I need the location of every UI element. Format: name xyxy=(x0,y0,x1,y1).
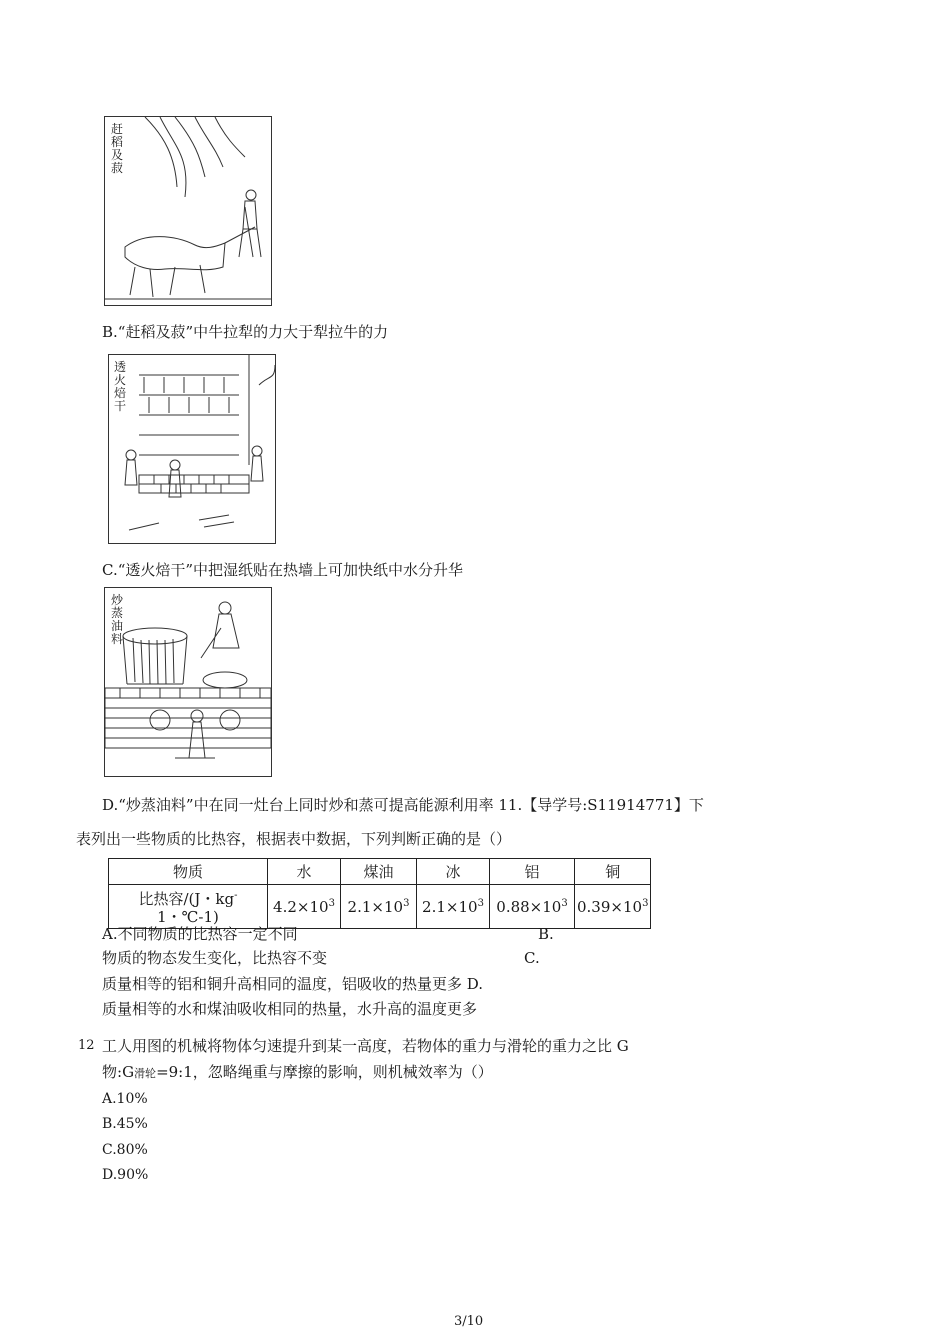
table-header-cell: 水 xyxy=(268,859,341,885)
illustration-ox-plowing xyxy=(104,116,272,306)
q11-option-d-text: 质量相等的水和煤油吸收相同的热量，水升高的温度更多 xyxy=(102,1000,478,1018)
table-value-cell: $4.2\times 10^3$ xyxy=(268,885,341,929)
q12-option-a: A.10% xyxy=(102,1091,148,1107)
illustration-paper-drying xyxy=(108,354,276,544)
illustration-stir-frying xyxy=(104,587,272,777)
specific-heat-table xyxy=(108,858,651,929)
table-header-cell: 铝 xyxy=(490,859,575,885)
stir-frying-drawing xyxy=(105,588,271,776)
q10-option-b: B.“赶稻及菽”中牛拉犁的力大于犁拉牛的力 xyxy=(102,323,389,341)
paper-drying-caption: 透火焙干 xyxy=(114,360,127,413)
table-value-cell: $0.88\times 10^3$ xyxy=(490,885,575,929)
ox-plowing-drawing xyxy=(105,117,271,305)
table-value-cell: $2.1\times 10^3$ xyxy=(341,885,417,929)
table-header-cell: 铜 xyxy=(575,859,651,885)
table-value-cell: $0.39\times 10^3$ xyxy=(575,885,651,929)
q12-option-b: B.45% xyxy=(102,1116,148,1132)
table-data-row xyxy=(109,885,651,929)
q11-option-b-text: 物质的物态发生变化，比热容不变 xyxy=(102,949,328,967)
paper-drying-drawing xyxy=(109,355,275,543)
q12-stem-line2: 物:G滑轮=9:1，忽略绳重与摩擦的影响，则机械效率为（） xyxy=(102,1063,493,1081)
table-header-cell: 冰 xyxy=(417,859,490,885)
q12-number: 12 xyxy=(78,1038,95,1053)
stir-frying-caption: 炒蒸油料 xyxy=(111,593,124,646)
q11-option-c-label: C. xyxy=(524,949,540,967)
table-header-cell: 物质 xyxy=(109,859,268,885)
q12-stem-line1: 工人用图的机械将物体匀速提升到某一高度，若物体的重力与滑轮的重力之比 G xyxy=(102,1037,629,1055)
q12-option-c: C.80% xyxy=(102,1142,148,1158)
q11-option-b-label: B. xyxy=(538,925,554,943)
table-row-label: 比热容/(J・kg- 1・℃-1) xyxy=(109,885,268,929)
q10-option-c: C.“透火焙干”中把湿纸贴在热墙上可加快纸中水分升华 xyxy=(102,561,464,579)
q10-option-d-q11-start: D.“炒蒸油料”中在同一灶台上同时炒和蒸可提高能源利用率 11.【导学号:S11914771】下 xyxy=(102,796,704,814)
q11-stem-line2: 表列出一些物质的比热容，根据表中数据，下列判断正确的是（） xyxy=(76,830,512,848)
page-number: 3/10 xyxy=(454,1314,484,1329)
table-header-row xyxy=(109,859,651,885)
q11-option-a: A.不同物质的比热容一定不同 xyxy=(102,925,298,943)
q11-option-c-text: 质量相等的铝和铜升高相同的温度，铝吸收的热量更多 D. xyxy=(102,975,484,993)
q12-option-d: D.90% xyxy=(102,1167,149,1183)
table-value-cell: $2.1\times 10^3$ xyxy=(417,885,490,929)
ox-plowing-caption: 赶稻及菽 xyxy=(111,122,124,175)
table-header-cell: 煤油 xyxy=(341,859,417,885)
